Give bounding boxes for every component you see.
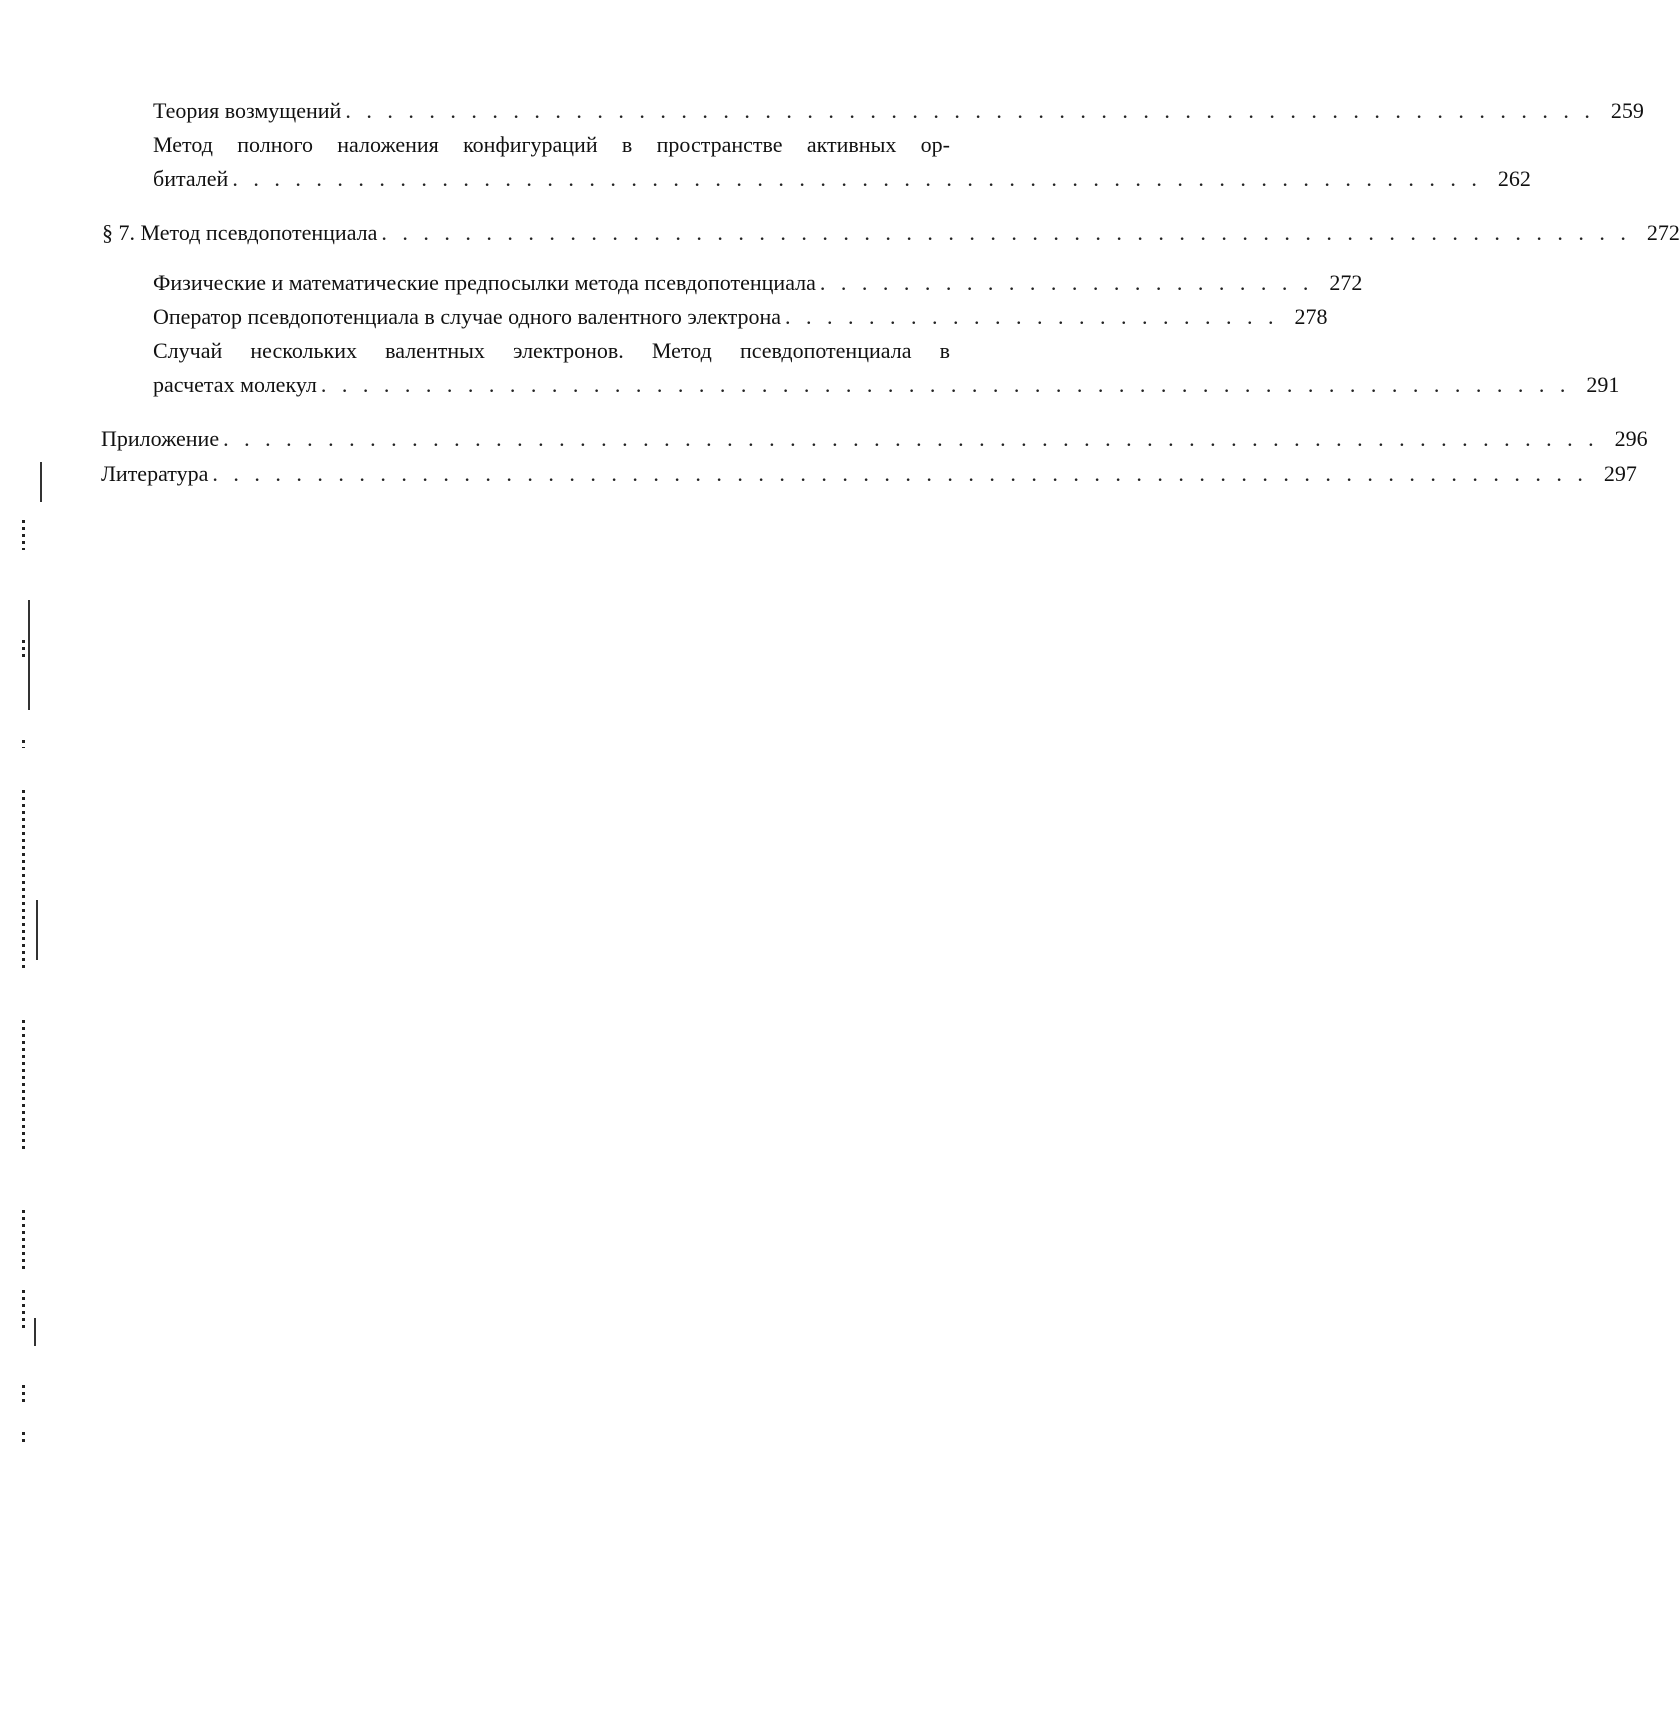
- toc-entry-page: 296: [1614, 426, 1648, 451]
- toc-entry-label: биталей: [153, 166, 229, 191]
- scan-mark: [34, 1318, 36, 1346]
- scan-mark: [36, 900, 38, 960]
- toc-entry-physical-premises: [153, 266, 1363, 300]
- toc-entry-label: Приложение: [101, 426, 220, 451]
- toc-entry-label: Физические и математические предпосылки метода псевдопотенциала: [153, 270, 816, 295]
- scan-mark: [22, 1020, 25, 1150]
- scan-mark: [22, 520, 25, 550]
- toc-section-pseudopotential: [102, 216, 1680, 250]
- dot-leader: . . . . . . . . . . . . . . . . . . . . . . . . . . . . . . . . . . . . . . . . . . . . . . . . . . . . . . . . . . . .: [381, 220, 1631, 245]
- dot-leader: . . . . . . . . . . . . . . . . . . . . . . . . . . . . . . . . . . . . . . . . . . . . . . . . . . . . . . . . . . . .: [345, 98, 1595, 123]
- dot-leader: . . . . . . . . . . . . . . . . . . . . . . . . . . . . . . . . . . . . . . . . . . . . . . . . . . . . . . . . . . . . . . . . . .: [223, 426, 1599, 451]
- toc-entry-page: 291: [1586, 372, 1620, 397]
- scan-mark: [22, 1432, 25, 1446]
- toc-entry-operator-one-electron: [153, 300, 1328, 334]
- dot-leader: . . . . . . . . . . . . . . . . . . . . . . . . . . . . . . . . . . . . . . . . . . . . . . . . . . . . . . . . . . . .: [232, 166, 1482, 191]
- scan-mark: [28, 600, 30, 710]
- toc-entry-page: 259: [1610, 98, 1644, 123]
- scan-mark: [40, 462, 42, 502]
- toc-entry-label: Оператор псевдопотенциала в случае одного валентного электрона: [153, 304, 782, 329]
- toc-entry-literature: [101, 457, 1637, 491]
- toc-entry-perturbation-theory: [153, 94, 1644, 128]
- toc-entry-label: § 7. Метод псевдопотенциала: [102, 220, 378, 245]
- toc-entry-label: Теория возмущений: [153, 98, 342, 123]
- toc-entry-label: расчетах молекул: [153, 372, 317, 397]
- dot-leader: . . . . . . . . . . . . . . . . . . . . . . . .: [819, 270, 1314, 295]
- toc-entry-appendix: [101, 422, 1648, 456]
- scan-mark: [22, 1290, 25, 1330]
- toc-entry-label-line1: Случай нескольких валентных электронов. Метод псевдопотенциала в: [153, 338, 950, 363]
- scan-mark: [22, 1210, 25, 1270]
- toc-entry-page: 262: [1497, 166, 1531, 191]
- dot-leader: . . . . . . . . . . . . . . . . . . . . . . . .: [785, 304, 1279, 329]
- dot-leader: . . . . . . . . . . . . . . . . . . . . . . . . . . . . . . . . . . . . . . . . . . . . . . . . . . . . . . . . . . . .: [320, 372, 1571, 397]
- scan-mark: [22, 740, 25, 748]
- toc-entry-page: 297: [1603, 461, 1637, 486]
- scan-mark: [22, 640, 25, 660]
- toc-entry-cas-ci: [153, 128, 1531, 196]
- toc-entry-label-line1: Метод полного наложения конфигураций в пространстве активных ор-: [153, 132, 950, 157]
- toc-entry-page: 278: [1294, 304, 1328, 329]
- dot-leader: . . . . . . . . . . . . . . . . . . . . . . . . . . . . . . . . . . . . . . . . . . . . . . . . . . . . . . . . . . . . . . . . . .: [212, 461, 1588, 486]
- toc-entry-page: 272: [1646, 220, 1680, 245]
- scan-mark: [22, 1385, 25, 1405]
- toc-entry-label: Литература: [101, 461, 209, 486]
- toc-entry-page: 272: [1329, 270, 1363, 295]
- toc-entry-several-electrons: [153, 334, 1620, 402]
- scan-mark: [22, 790, 25, 970]
